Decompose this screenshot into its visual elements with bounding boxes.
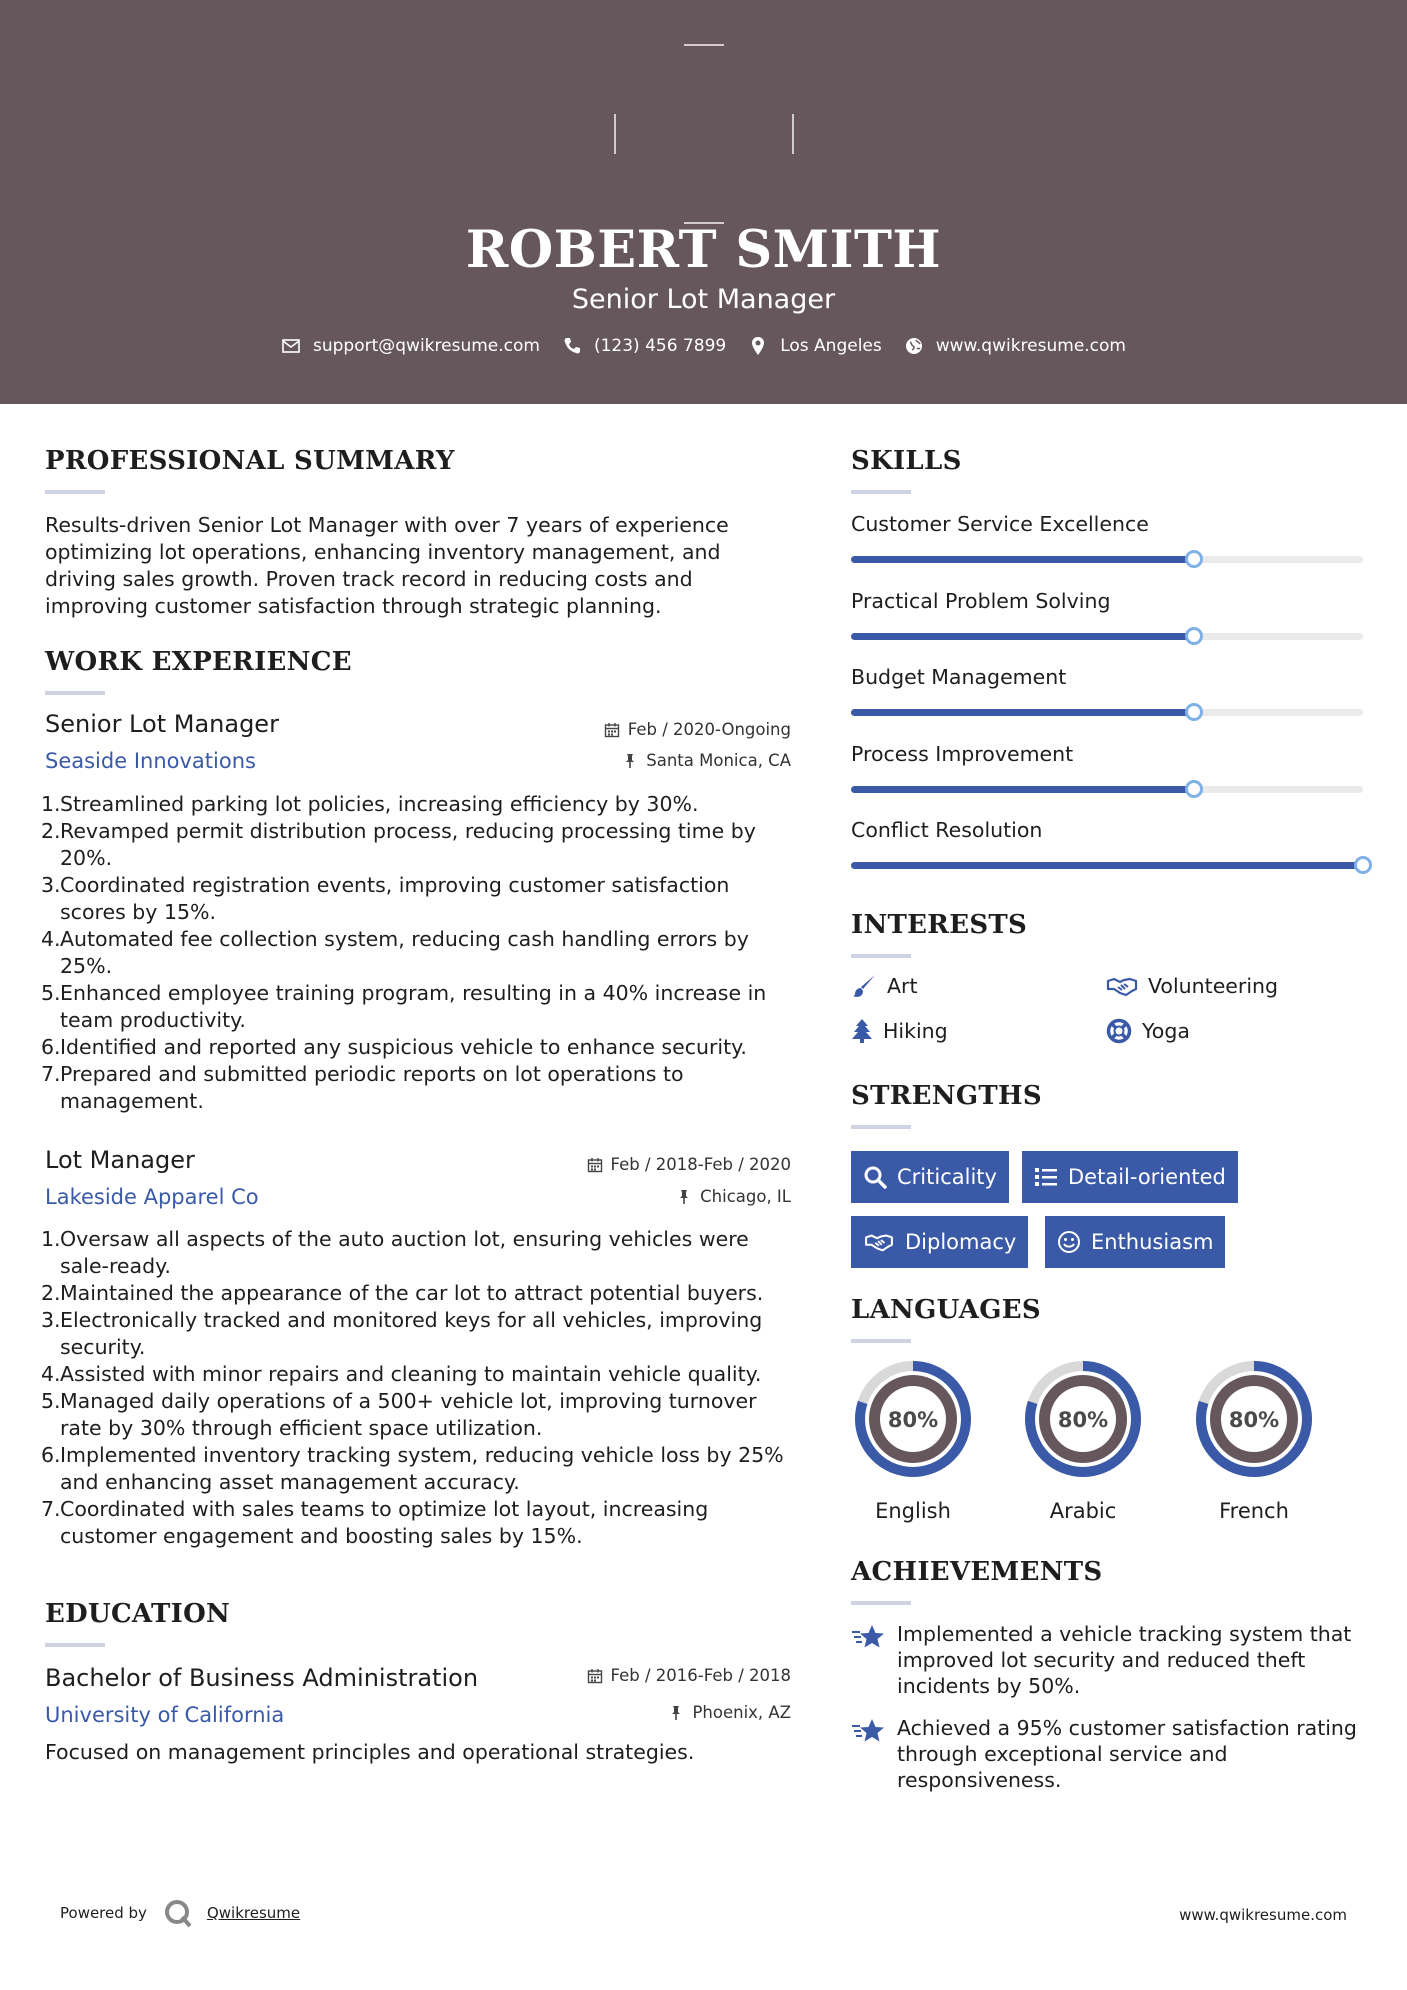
strength-tag-criticality xyxy=(851,1151,1009,1203)
language-name: French xyxy=(1219,1499,1289,1523)
job-location xyxy=(491,751,791,770)
contact-website-text: www.qwikresume.com xyxy=(935,336,1126,356)
powered-by-text: Powered by xyxy=(60,1904,147,1922)
calendar-icon xyxy=(587,1157,603,1173)
interests-title: INTERESTS xyxy=(851,910,1028,940)
job-company[interactable]: Seaside Innovations xyxy=(45,749,256,773)
interest-item-art xyxy=(851,973,918,999)
achievements-section xyxy=(851,1557,1103,1605)
list-item: 1. Streamlined parking lot policies, increasing efficiency by 30%. xyxy=(41,792,699,816)
language-item xyxy=(1021,1357,1145,1523)
strengths-section xyxy=(851,1081,1042,1129)
skills-section xyxy=(851,446,962,494)
achievement-item xyxy=(851,1621,1351,1699)
job-title: Senior Lot Manager xyxy=(45,710,279,738)
skill-slider-knob[interactable] xyxy=(1354,856,1372,874)
experience-title-underline xyxy=(45,691,105,695)
skill-name: Process Improvement xyxy=(851,741,1074,766)
list-item: 2. Revamped permit distribution process, reducing processing time by 20%. xyxy=(41,819,756,870)
strength-label: Criticality xyxy=(897,1165,997,1189)
language-percent-label: 80% xyxy=(1228,1408,1280,1432)
list-item: 5. Managed daily operations of a 500+ vehicle lot, improving turnover rate by 30% through efficient space utilization. xyxy=(41,1389,757,1440)
list-item: 7. Coordinated with sales teams to optimize lot layout, increasing customer engagement and boosting sales by 15%. xyxy=(41,1497,709,1548)
job-location-text: Chicago, IL xyxy=(700,1187,791,1206)
pushpin-icon xyxy=(676,1189,692,1205)
contact-location-text: Los Angeles xyxy=(780,336,882,356)
handshake-icon xyxy=(863,1230,895,1254)
skill-name: Practical Problem Solving xyxy=(851,588,1111,613)
candidate-name: ROBERT SMITH xyxy=(465,220,942,280)
summary-line: Results-driven Senior Lot Manager with over 7 years of experience xyxy=(45,513,729,537)
skill-slider-knob[interactable] xyxy=(1185,780,1203,798)
list-item: 5. Enhanced employee training program, resulting in a 40% increase in team productivity. xyxy=(41,981,767,1032)
interest-label: Volunteering xyxy=(1148,974,1279,998)
achievement-item xyxy=(851,1715,1357,1793)
language-item xyxy=(1192,1357,1316,1523)
achievement-text: Implemented a vehicle tracking system that improved lot security and reduced theft incidents by 50%. xyxy=(897,1622,1352,1698)
footer-website[interactable]: www.qwikresume.com xyxy=(1179,1906,1347,1924)
language-item xyxy=(851,1357,975,1523)
job-responsibilities xyxy=(41,1226,811,1550)
pushpin-icon xyxy=(622,753,638,769)
list-item: 3. Coordinated registration events, improving customer satisfaction scores by 15%. xyxy=(41,873,730,924)
interest-label: Art xyxy=(887,974,918,998)
achievements-title-underline xyxy=(851,1601,911,1605)
school-name[interactable]: University of California xyxy=(45,1703,285,1727)
job-dates xyxy=(491,1155,791,1174)
contact-phone[interactable] xyxy=(562,336,726,356)
language-name: Arabic xyxy=(1049,1499,1117,1523)
education-title: EDUCATION xyxy=(45,1599,231,1629)
job-location-text: Santa Monica, CA xyxy=(646,751,791,770)
strength-tag-diplomacy xyxy=(851,1216,1028,1268)
languages-title-underline xyxy=(851,1339,911,1343)
interest-label: Hiking xyxy=(883,1019,948,1043)
pushpin-icon xyxy=(668,1705,684,1721)
languages-section xyxy=(851,1295,1041,1343)
tree-icon xyxy=(851,1018,873,1044)
star-icon xyxy=(851,1717,885,1747)
job-dates-text: Feb / 2020-Ongoing xyxy=(627,720,791,739)
star-icon xyxy=(851,1623,885,1653)
list-item: 2. Maintained the appearance of the car lot to attract potential buyers. xyxy=(41,1281,764,1305)
language-donut-chart xyxy=(851,1357,975,1481)
search-icon xyxy=(863,1165,887,1189)
paintbrush-icon xyxy=(851,973,877,999)
education-section xyxy=(45,1599,230,1647)
contact-website[interactable] xyxy=(904,336,1126,356)
map-pin-icon xyxy=(748,336,768,356)
education-dates xyxy=(491,1666,791,1685)
qwikresume-logo-icon xyxy=(163,1898,193,1928)
list-item: 6. Implemented inventory tracking system, reducing vehicle loss by 25% and enhancing asset management accuracy. xyxy=(41,1443,784,1494)
strength-tag-detail-oriented xyxy=(1022,1151,1238,1203)
interest-item-volunteering xyxy=(1106,973,1278,999)
degree-title: Bachelor of Business Administration xyxy=(45,1664,479,1692)
strength-label: Detail-oriented xyxy=(1068,1165,1226,1189)
achievement-text: Achieved a 95% customer satisfaction rating through exceptional service and responsiveness. xyxy=(897,1716,1357,1792)
experience-section xyxy=(45,647,352,695)
skill-slider-knob[interactable] xyxy=(1185,627,1203,645)
language-percent-label: 80% xyxy=(1057,1408,1109,1432)
skills-title-underline xyxy=(851,490,911,494)
education-location-text: Phoenix, AZ xyxy=(692,1703,791,1722)
list-icon xyxy=(1034,1165,1058,1189)
skill-slider-knob[interactable] xyxy=(1185,703,1203,721)
calendar-icon xyxy=(587,1668,603,1684)
list-item: 4. Assisted with minor repairs and cleaning to maintain vehicle quality. xyxy=(41,1362,762,1386)
strength-tag-enthusiasm xyxy=(1045,1216,1225,1268)
job-location xyxy=(491,1187,791,1206)
smile-icon xyxy=(1057,1230,1081,1254)
qwikresume-link[interactable]: Qwikresume xyxy=(206,1904,301,1922)
contact-bar xyxy=(0,336,1407,356)
lifebuoy-icon xyxy=(1106,1018,1132,1044)
language-donut-chart xyxy=(1021,1357,1145,1481)
skill-bar-fill xyxy=(851,709,1194,716)
skill-name: Budget Management xyxy=(851,665,1067,689)
phone-icon xyxy=(562,336,582,356)
summary-line: improving customer satisfaction through strategic planning. xyxy=(45,594,662,618)
achievements-title: ACHIEVEMENTS xyxy=(851,1557,1103,1587)
summary-section xyxy=(45,446,455,494)
job-title: Lot Manager xyxy=(45,1146,195,1174)
contact-email-text: support@qwikresume.com xyxy=(313,336,540,356)
list-item: 6. Identified and reported any suspicious vehicle to enhance security. xyxy=(41,1035,747,1059)
job-company[interactable]: Lakeside Apparel Co xyxy=(45,1185,259,1209)
skill-bar-fill xyxy=(851,633,1194,640)
summary-title-underline xyxy=(45,490,105,494)
calendar-icon xyxy=(604,722,620,738)
interests-section xyxy=(851,910,1027,958)
handshake-icon xyxy=(1106,973,1138,999)
education-dates-text: Feb / 2016-Feb / 2018 xyxy=(610,1666,791,1685)
education-description: Focused on management principles and operational strategies. xyxy=(45,1740,695,1764)
skill-bar-fill xyxy=(851,786,1194,793)
resume-header xyxy=(0,0,1407,404)
list-item: 4. Automated fee collection system, reducing cash handling errors by 25%. xyxy=(41,927,749,978)
summary-text xyxy=(45,512,785,620)
education-location xyxy=(491,1703,791,1722)
strengths-title: STRENGTHS xyxy=(851,1081,1042,1111)
interest-label: Yoga xyxy=(1142,1019,1190,1043)
languages-title: LANGUAGES xyxy=(851,1295,1041,1325)
skill-slider-knob[interactable] xyxy=(1185,550,1203,568)
candidate-role: Senior Lot Manager xyxy=(571,284,836,315)
language-donut-chart xyxy=(1192,1357,1316,1481)
education-title-underline xyxy=(45,1643,105,1647)
strengths-title-underline xyxy=(851,1125,911,1129)
list-item: 3. Electronically tracked and monitored keys for all vehicles, improving security. xyxy=(41,1308,763,1359)
skills-title: SKILLS xyxy=(851,446,962,476)
skill-bar-fill xyxy=(851,556,1194,563)
contact-email[interactable] xyxy=(281,336,540,356)
skill-bar-fill xyxy=(851,862,1363,869)
strength-label: Diplomacy xyxy=(905,1230,1017,1254)
strength-label: Enthusiasm xyxy=(1091,1230,1214,1254)
interest-item-yoga xyxy=(1106,1018,1190,1044)
photo-placeholder xyxy=(614,44,794,224)
contact-phone-text: (123) 456 7899 xyxy=(593,336,727,356)
interest-item-hiking xyxy=(851,1018,948,1044)
job-responsibilities xyxy=(41,791,801,1115)
list-item: 1. Oversaw all aspects of the auto auction lot, ensuring vehicles were sale-ready. xyxy=(41,1227,749,1278)
footer-powered-by xyxy=(60,1898,300,1928)
envelope-icon xyxy=(281,336,301,356)
language-name: English xyxy=(875,1499,951,1523)
summary-line: driving sales growth. Proven track record in reducing costs and xyxy=(45,567,693,591)
job-dates-text: Feb / 2018-Feb / 2020 xyxy=(610,1155,791,1174)
interests-title-underline xyxy=(851,954,911,958)
summary-title: PROFESSIONAL SUMMARY xyxy=(45,446,455,476)
contact-location xyxy=(748,336,882,356)
language-percent-label: 80% xyxy=(887,1408,939,1432)
globe-icon xyxy=(904,336,924,356)
job-dates xyxy=(491,720,791,739)
summary-line: optimizing lot operations, enhancing inventory management, and xyxy=(45,540,721,564)
skill-name: Customer Service Excellence xyxy=(851,512,1149,536)
skill-name: Conflict Resolution xyxy=(851,818,1043,842)
list-item: 7. Prepared and submitted periodic reports on lot operations to management. xyxy=(41,1062,684,1113)
experience-title: WORK EXPERIENCE xyxy=(45,647,352,677)
